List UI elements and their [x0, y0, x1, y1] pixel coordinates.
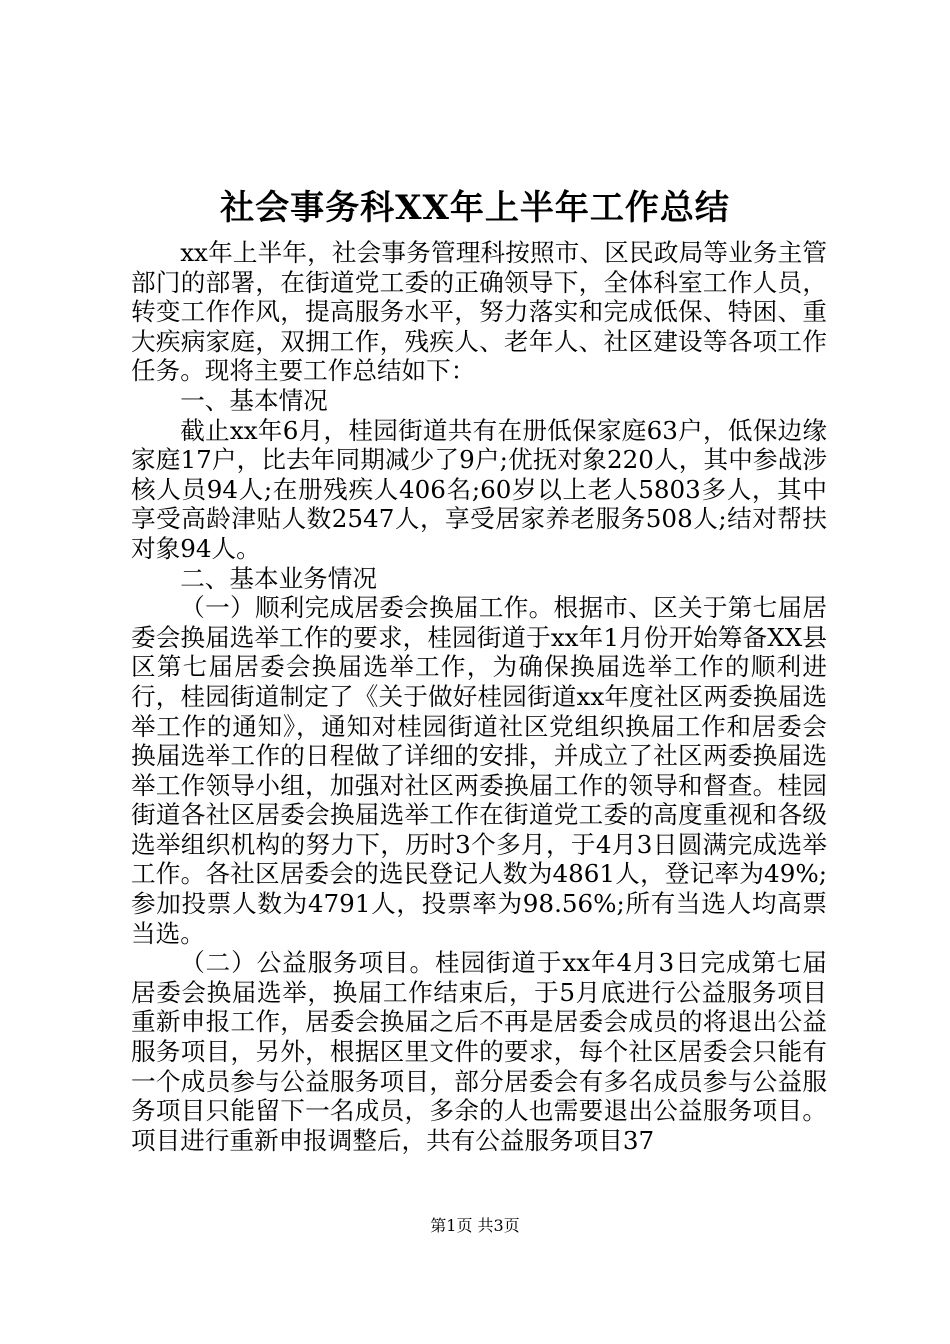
basic-situation-paragraph: 截止xx年6月，桂园街道共有在册低保家庭63户，低保边缘家庭17户，比去年同期减少了9户;优抚对象220人，其中参战涉核人员94人;在册残疾人406名;60岁以上老人5803多人，其中享受高龄津贴人数2547人，享受居家养老服务508人;结对帮扶对象94人。 — [131, 415, 827, 563]
document-title: 社会事务科XX年上半年工作总结 — [220, 188, 730, 228]
section-heading-basic-situation: 一、基本情况 — [180, 385, 328, 415]
election-paragraph: （一）顺利完成居委会换届工作。根据市、区关于第七届居委会换届选举工作的要求，桂园街道于xx年1月份开始筹备XX县区第七届居委会换届选举工作，为确保换届选举工作的顺利进行，桂园街道制定了《关于做好桂园街道xx年度社区两委换届选举工作的通知》，通知对桂园街道社区党组织换届工作和居委会换届选举工作的日程做了详细的安排，并成立了社区两委换届选举工作领导小组，加强对社区两委换届工作的领导和督查。桂园街道各社区居委会换届选举工作在街道党工委的高度重视和各级选举组织机构的努力下，历时3个多月，于4月3日圆满完成选举工作。各社区居委会的选民登记人数为4861人，登记率为49%;参加投票人数为4791人，投票率为98.56%;所有当选人均高票当选。 — [131, 593, 827, 948]
page-footer: 第1页 共3页 — [430, 1216, 520, 1235]
intro-paragraph: xx年上半年，社会事务管理科按照市、区民政局等业务主管部门的部署，在街道党工委的正确领导下，全体科室工作人员，转变工作作风，提高服务水平，努力落实和完成低保、特困、重大疾病家庭，双拥工作，残疾人、老年人、社区建设等各项工作任务。现将主要工作总结如下： — [131, 238, 827, 386]
section-heading-business: 二、基本业务情况 — [180, 563, 377, 593]
document-body — [131, 238, 827, 1155]
public-service-paragraph: （二）公益服务项目。桂园街道于xx年4月3日完成第七届居委会换届选举，换届工作结束后，于5月底进行公益服务项目重新申报工作，居委会换届之后不再是居委会成员的将退出公益服务项目，另外，根据区里文件的要求，每个社区居委会只能有一个成员参与公益服务项目，部分居委会有多名成员参与公益服务项目只能留下一名成员，多余的人也需要退出公益服务项目。项目进行重新申报调整后，共有公益服务项目37 — [131, 948, 827, 1155]
